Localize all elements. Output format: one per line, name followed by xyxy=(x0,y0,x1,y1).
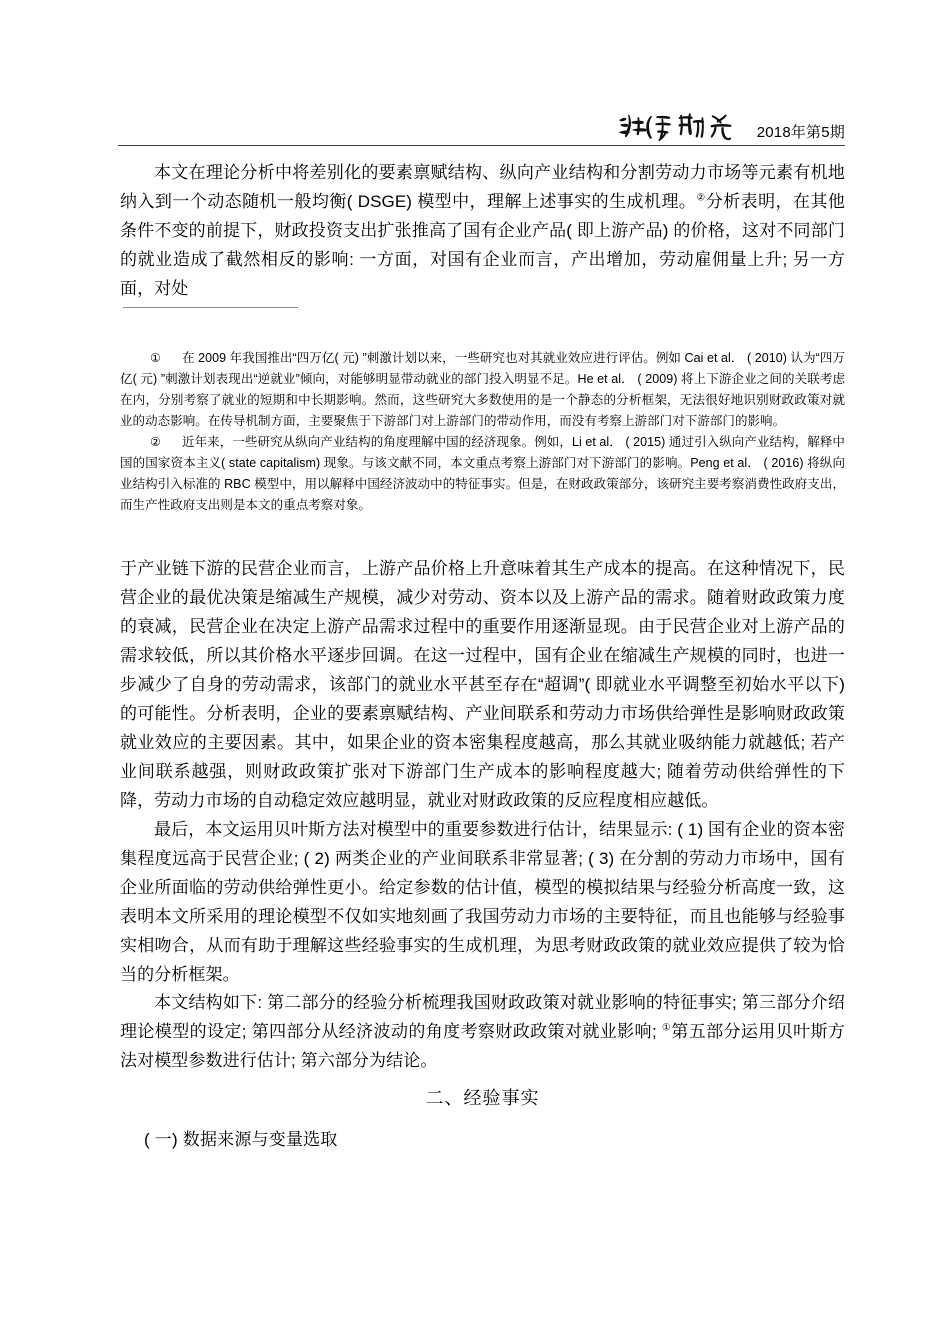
journal-logo-calligraphy-icon xyxy=(617,110,750,142)
footnote-ref-2[interactable]: ② xyxy=(696,192,706,204)
issue-label: 2018年第5期 xyxy=(756,124,845,141)
footnote-block xyxy=(120,348,845,516)
page-header xyxy=(118,96,845,146)
paragraph-intro xyxy=(120,158,845,303)
paragraph-structure-text-b: 第五部分运用贝叶斯方法对模型参数进行估计; 第六部分为结论。 xyxy=(120,1022,846,1070)
footnote-item-1 xyxy=(120,348,845,432)
paragraph-bayesian: 最后，本文运用贝叶斯方法对模型中的重要参数进行估计，结果显示: ( 1) 国有企业的资本密集程度远高于民营企业; ( 2) 两类企业的产业间联系非常显著; ( 3) 在分割的劳动力市场中，国有企业所面临的劳动供给弹性更小。给定参数的估计值，模型的模拟结果与经验分析高度一致，这表明本文所采用的理论模型不仅如实地刻画了我国劳动力市场的主要特征，而且也能够与经验事实相吻合，从而有助于理解这些经验事实的生成机理，为思考财政政策的就业效应提供了较为恰当的分析框架。 xyxy=(120,820,845,984)
paragraph-downstream: 于产业链下游的民营企业而言，上游产品价格上升意味着其生产成本的提高。在这种情况下，民营企业的最优决策是缩减生产规模，减少对劳动、资本以及上游产品的需求。随着财政政策力度的衰减，民营企业在决定上游产品需求过程中的重要作用逐渐显现。由于民营企业对上游产品的需求较低，所以其价格水平逐步回调。在这一过程中，国有企业在缩减生产规模的同时，也进一步减少了自身的劳动需求，该部门的就业水平甚至存在“超调”( 即就业水平调整至初始水平以下) 的可能性。分析表明，企业的要素禀赋结构、产业间联系和劳动力市场供给弹性是影响财政政策就业效应的主要因素。其中，如果企业的资本密集程度越高，那么其就业吸纳能力就越低; 若产业间联系越强，则财政政策扩张对下游部门生产成本的影响程度越大; 随着劳动供给弹性的下降，劳动力市场的自动稳定效应越明显，就业对财政政策的反应程度相应越低。 xyxy=(120,559,845,810)
paragraph-structure xyxy=(120,988,845,1075)
body-block-top xyxy=(120,158,845,303)
paragraph-intro-text-a: 本文在理论分析中将差别化的要素禀赋结构、纵向产业结构和分割劳动力市场等元素有机地纳入到一个动态随机一般均衡( DSGE) 模型中，理解上述事实的生成机理。 xyxy=(120,163,845,211)
footnote-marker-2: ② xyxy=(150,435,161,449)
footnote-text-2: 近年来，一些研究从纵向产业结构的角度理解中国的经济现象。例如，Li et al． ( 2015) 通过引入纵向产业结构，解释中国的国家资本主义( state capitalism) 现象。与该文献不同，本文重点考察上游部门对下游部门的影响。Peng et al． ( 2016) 将纵向业结构引入标准的 RBC 模型中，用以解释中国经济波动中的特征事实。但是，在财政政策部分，该研究主要考察消费性政府支出，而生产性政府支出则是本文的重点考察对象。 xyxy=(120,435,845,512)
footnote-divider xyxy=(123,307,298,308)
footnote-item-2 xyxy=(120,432,845,516)
footnote-text-1: 在 2009 年我国推出“四万亿( 元) ”刺激计划以来，一些研究也对其就业效应进行评估。例如 Cai et al． ( 2010) 认为“四万亿( 元) ”刺激计划表现出“逆就业”倾向，对能够明显带动就业的部门投入明显不足。He et al． ( 2009) 将上下游企业之间的关联考虑在内，分别考察了就业的短期和中长期影响。然而，这些研究大多数使用的是一个静态的分析框架，无法很好地识别财政政策对就业的动态影响。在传导机制方面，主要聚焦于下游部门对上游部门的带动作用，而没有考察上游部门对下游部门的影响。 xyxy=(120,351,845,428)
paragraph-structure-text-a: 本文结构如下: 第二部分的经验分析梳理我国财政政策对就业影响的特征事实; 第三部分介绍理论模型的设定; 第四部分从经济波动的角度考察财政政策对就业影响; xyxy=(120,993,845,1041)
footnote-ref-1[interactable]: ① xyxy=(661,1022,672,1034)
subsection-heading: ( 一) 数据来源与变量选取 xyxy=(144,1130,338,1149)
footnote-marker-1: ① xyxy=(150,351,161,365)
body-block-middle xyxy=(120,554,845,989)
paragraph-intro-text-b: 分析表明，在其他条件不变的前提下，财政投资支出扩张推高了国有企业产品( 即上游产品) 的价格，这对不同部门的就业造成了截然相反的影响: 一方面，对国有企业而言，产出增加，劳动雇佣量上升; 另一方面，对处 xyxy=(120,192,845,298)
body-block-structure xyxy=(120,988,845,1075)
section-heading: 二、经验事实 xyxy=(425,1088,540,1108)
header-divider xyxy=(118,145,845,146)
masthead xyxy=(617,110,845,142)
